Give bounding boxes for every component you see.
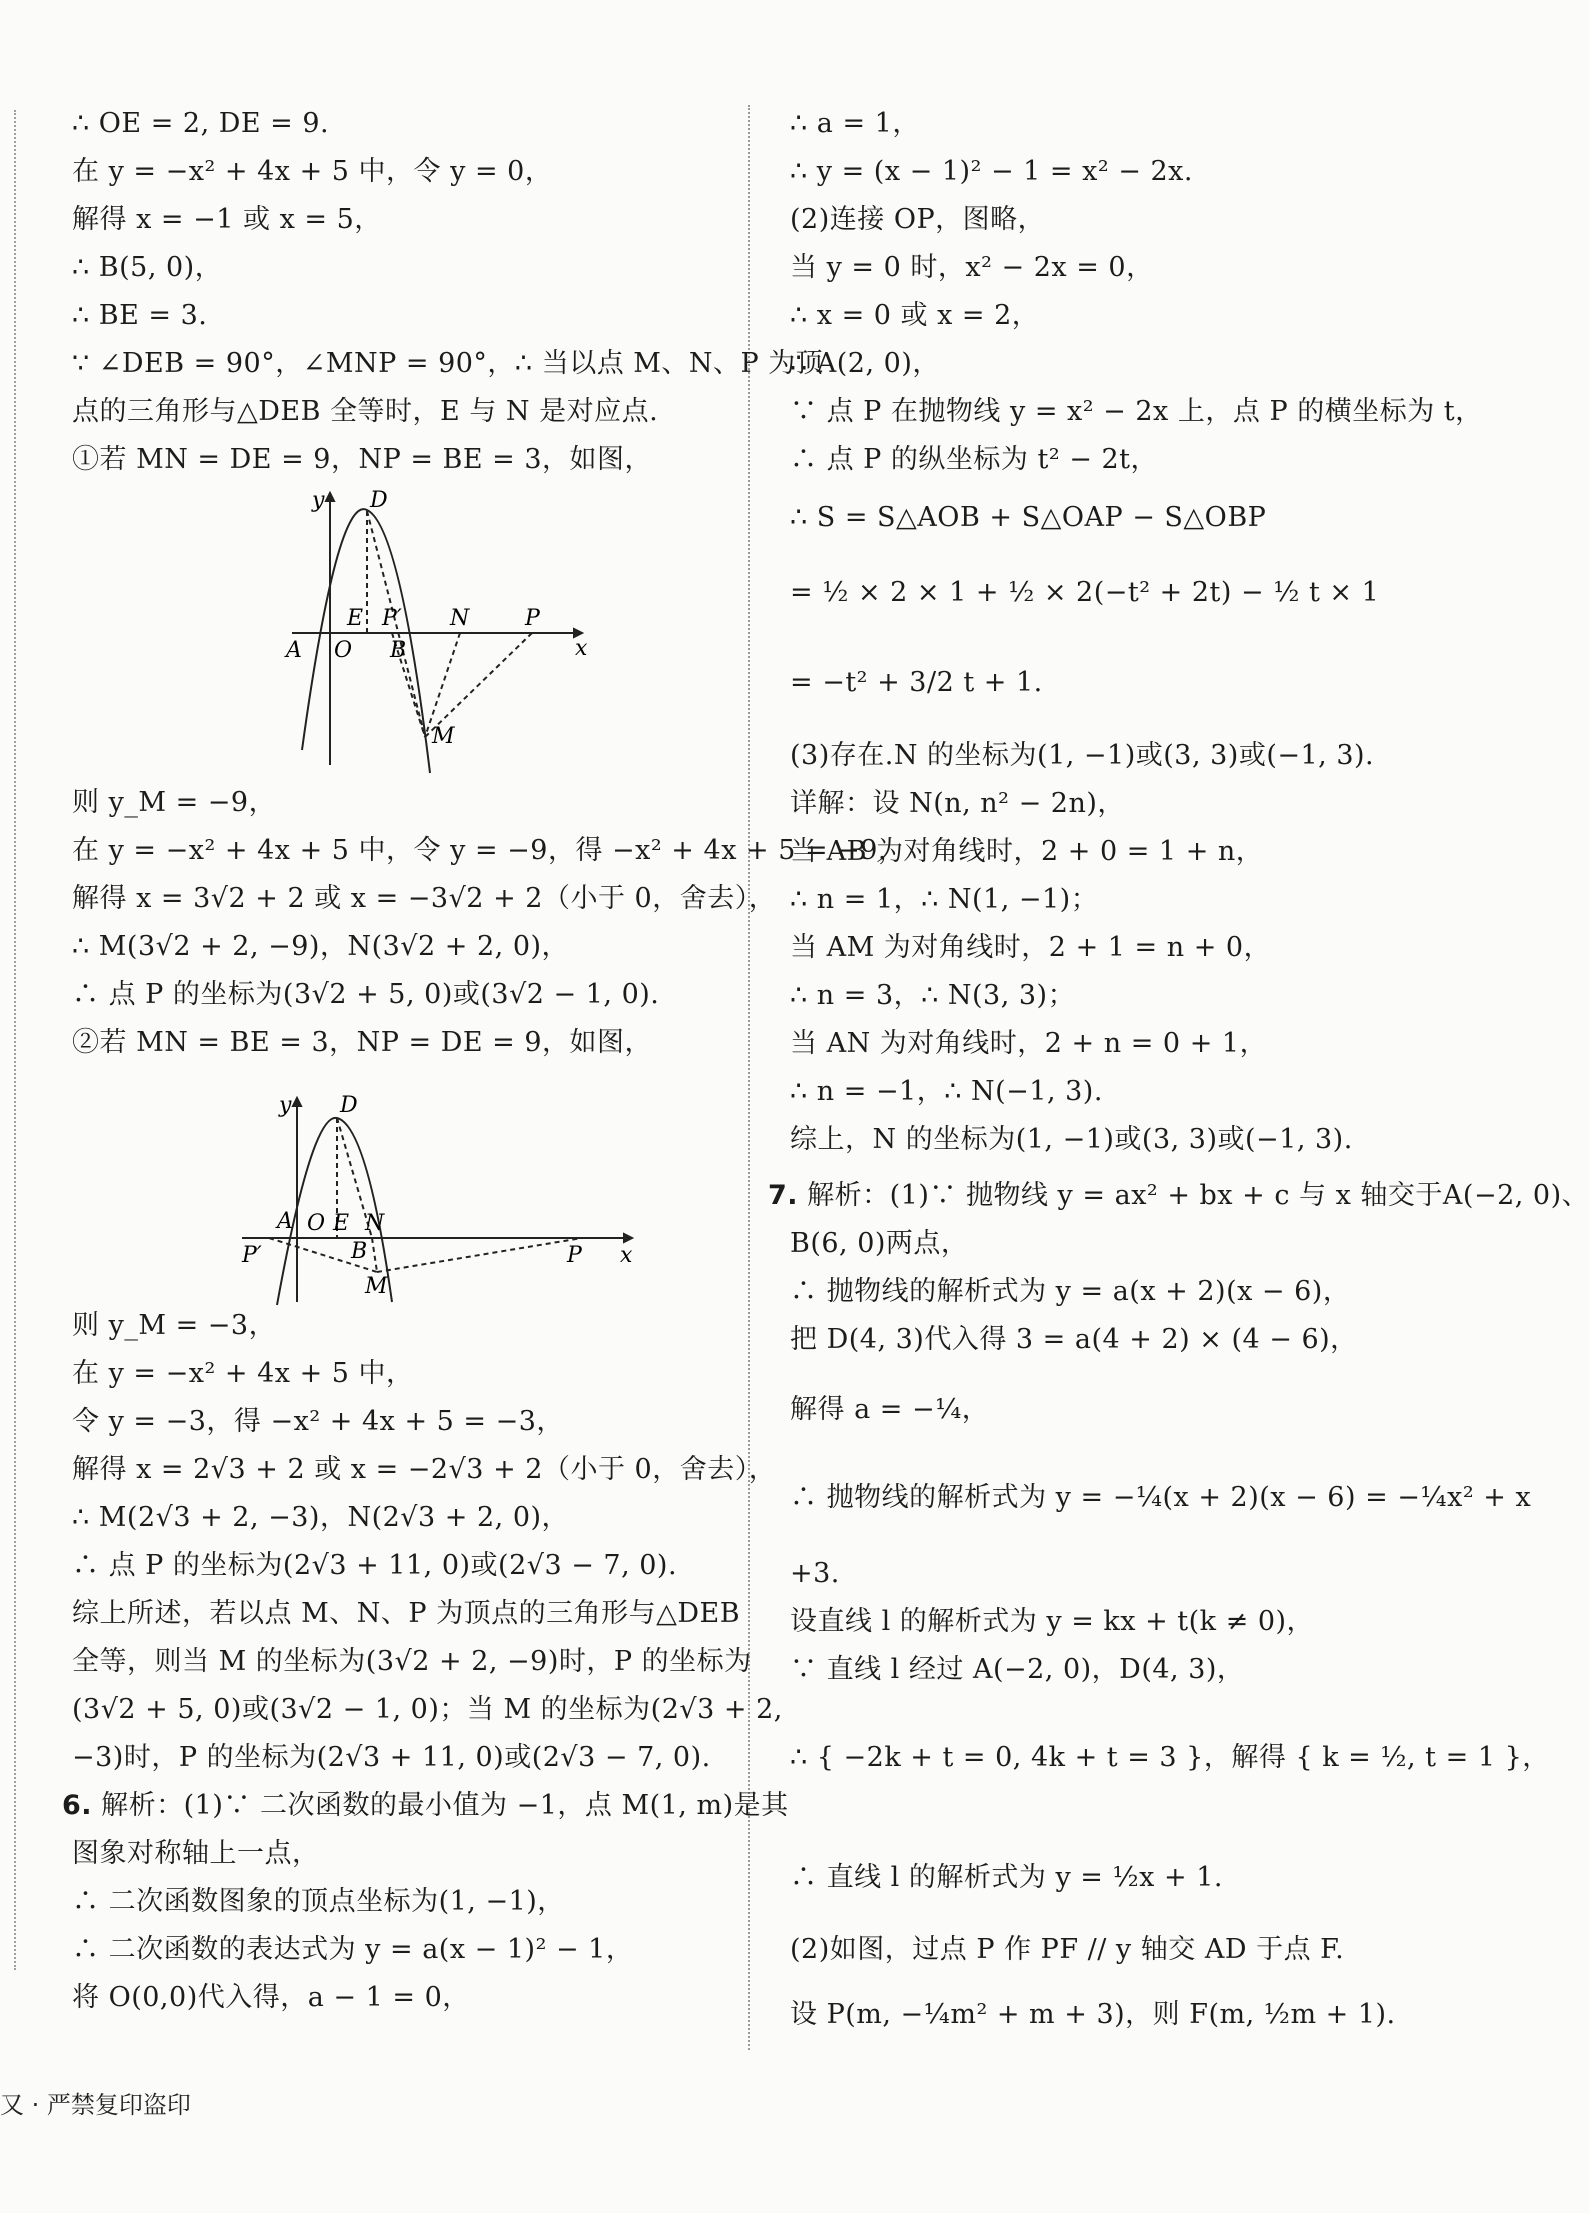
- question-6-number: 6.: [62, 1790, 93, 1821]
- label-B: B: [351, 1239, 368, 1264]
- text-line: (3√2 + 5, 0)或(3√2 − 1, 0)；当 M 的坐标为(2√3 + 2,: [72, 1694, 783, 1725]
- text-line: 解得 x = −1 或 x = 5，: [72, 204, 382, 235]
- label-O: O: [334, 638, 353, 663]
- question-7-number: 7.: [768, 1180, 799, 1211]
- figure-2: [237, 1090, 637, 1310]
- text-line: (3)存在.N 的坐标为(1, −1)或(3, 3)或(−1, 3).: [790, 740, 1375, 771]
- text-line: 解得 x = 2√3 + 2 或 x = −2√3 + 2（小于 0，舍去），: [72, 1454, 777, 1485]
- text-line: 图象对称轴上一点，: [72, 1838, 320, 1869]
- text-line: 综上所述，若以点 M、N、P 为顶点的三角形与△DEB: [72, 1598, 741, 1629]
- text-line: ∴ BE = 3.: [72, 300, 208, 331]
- text-line: ∴ 抛物线的解析式为 y = a(x + 2)(x − 6)，: [790, 1276, 1351, 1307]
- text-line: ∴ n = −1，∴ N(−1, 3).: [790, 1076, 1103, 1107]
- label-D: D: [340, 1093, 358, 1118]
- text-line: ∴ OE = 2, DE = 9.: [72, 108, 330, 139]
- column-divider: [748, 105, 750, 2050]
- text-line: 令 y = −3，得 −x² + 4x + 5 = −3，: [72, 1406, 564, 1437]
- label-N: N: [450, 606, 470, 631]
- text-line: 详解：设 N(n, n² − 2n)，: [790, 788, 1125, 819]
- dashed-PM: [425, 633, 532, 737]
- label-y: y: [312, 488, 325, 513]
- text-line: 在 y = −x² + 4x + 5 中，令 y = −9，得 −x² + 4x + 5 = −9，: [72, 835, 906, 866]
- text-line: ∵ ∠DEB = 90°，∠MNP = 90°，∴ 当以点 M、N、P 为顶: [72, 348, 824, 379]
- label-y: y: [279, 1093, 292, 1118]
- text-line: ∴ M(3√2 + 2, −9)，N(3√2 + 2, 0)，: [72, 931, 570, 962]
- text-line: 点的三角形与△DEB 全等时，E 与 N 是对应点.: [72, 396, 659, 427]
- question-6-line: [62, 1788, 789, 1824]
- label-x: x: [575, 636, 588, 661]
- label-E: E: [333, 1211, 350, 1236]
- text-line: ∵ 直线 l 经过 A(−2, 0)，D(4, 3)，: [790, 1654, 1245, 1685]
- text-line: ∵ 点 P 在抛物线 y = x² − 2x 上，点 P 的横坐标为 t，: [790, 396, 1483, 427]
- label-O: O: [307, 1211, 326, 1236]
- page-edge-dots: [14, 110, 16, 1970]
- dashed-NM: [425, 633, 460, 737]
- text-line: = ½ × 2 × 1 + ½ × 2(−t² + 2t) − ½ t × 1: [790, 577, 1380, 608]
- label-P: P: [525, 606, 540, 631]
- text-line: B(6, 0)两点，: [790, 1228, 969, 1259]
- text-line: ①若 MN = DE = 9，NP = BE = 3，如图，: [72, 444, 653, 475]
- label-P: P: [567, 1243, 582, 1268]
- text-line: ∴ 二次函数图象的顶点坐标为(1, −1)，: [72, 1886, 565, 1917]
- text-line: 把 D(4, 3)代入得 3 = a(4 + 2) × (4 − 6)，: [790, 1324, 1358, 1355]
- text-line: 在 y = −x² + 4x + 5 中，令 y = 0，: [72, 156, 553, 187]
- text-line: 当 AM 为对角线时，2 + 1 = n + 0，: [790, 932, 1272, 963]
- text-line: 当 AB 为对角线时，2 + 0 = 1 + n，: [790, 836, 1264, 867]
- text-line: ∴ n = 1，∴ N(1, −1)；: [790, 884, 1099, 915]
- figure-1: [282, 485, 602, 775]
- dashed-NM: [372, 1238, 377, 1272]
- y-axis-arrow: [293, 1098, 301, 1106]
- text-line: ∴ 二次函数的表达式为 y = a(x − 1)² − 1，: [72, 1934, 634, 1965]
- text-line: +3.: [790, 1558, 840, 1589]
- text-line: ②若 MN = BE = 3，NP = DE = 9，如图，: [72, 1027, 653, 1058]
- label-A: A: [277, 1209, 293, 1234]
- text-line: 当 y = 0 时，x² − 2x = 0，: [790, 252, 1154, 283]
- question-7-line: [768, 1178, 1589, 1214]
- text-line: 综上，N 的坐标为(1, −1)或(3, 3)或(−1, 3).: [790, 1124, 1353, 1155]
- text-line: ∴ A(2, 0)，: [790, 348, 940, 379]
- text-line: 二次函数的最小值为 −1，点 M(1, m)是其: [259, 1790, 789, 1821]
- text-line: ∴ M(2√3 + 2, −3)，N(2√3 + 2, 0)，: [72, 1502, 570, 1533]
- text-line: 设直线 l 的解析式为 y = kx + t(k ≠ 0)，: [790, 1606, 1315, 1637]
- text-line: ∴ 点 P 的坐标为(2√3 + 11, 0)或(2√3 − 7, 0).: [72, 1550, 678, 1581]
- label-N: N: [365, 1211, 385, 1236]
- label-B: B: [390, 638, 407, 663]
- text-line: ∴ B(5, 0)，: [72, 252, 223, 283]
- label-E: E: [347, 606, 364, 631]
- text-line: ∴ 点 P 的纵坐标为 t² − 2t，: [790, 444, 1158, 475]
- text-line: 解得 a = −¼，: [790, 1394, 990, 1425]
- text-line: ∴ 点 P 的坐标为(3√2 + 5, 0)或(3√2 − 1, 0).: [72, 979, 660, 1010]
- text-line: (2)如图，过点 P 作 PF // y 轴交 AD 于点 F.: [790, 1934, 1345, 1965]
- label-P-prime: P′: [382, 606, 402, 631]
- text-line: 解得 x = 3√2 + 2 或 x = −3√2 + 2（小于 0，舍去），: [72, 883, 777, 914]
- text-line: 设 P(m, −¼m² + m + 3)，则 F(m, ½m + 1).: [790, 1999, 1396, 2030]
- text-line: ∴ y = (x − 1)² − 1 = x² − 2x.: [790, 156, 1193, 187]
- label-x: x: [620, 1243, 633, 1268]
- text-line: ∴ x = 0 或 x = 2，: [790, 300, 1040, 331]
- label-D: D: [370, 488, 388, 513]
- label-M: M: [432, 724, 455, 749]
- text-line: ∴ n = 3，∴ N(3, 3)；: [790, 980, 1076, 1011]
- text-line: = −t² + 3/2 t + 1.: [790, 667, 1043, 698]
- text-line: 在 y = −x² + 4x + 5 中，: [72, 1358, 414, 1389]
- x-axis-arrow: [624, 1234, 632, 1242]
- question-6-head: 解析：(1)∵: [101, 1790, 251, 1821]
- label-M: M: [365, 1274, 388, 1299]
- text-line: ∴ S = S△AOB + S△OAP − S△OBP: [790, 502, 1267, 533]
- text-line: ∴ 直线 l 的解析式为 y = ½x + 1.: [790, 1862, 1223, 1893]
- label-A: A: [286, 638, 302, 663]
- text-line: ∴ a = 1，: [790, 108, 920, 139]
- text-line: (2)连接 OP，图略，: [790, 204, 1046, 235]
- text-line: 则 y_M = −9，: [72, 787, 277, 818]
- text-line: 将 O(0,0)代入得，a − 1 = 0，: [72, 1982, 470, 2013]
- footer-notice: 又 · 严禁复印盗印: [0, 2091, 191, 2119]
- y-axis-arrow: [326, 493, 334, 501]
- text-line: ∴ 抛物线的解析式为 y = −¼(x + 2)(x − 6) = −¼x² + x: [790, 1482, 1532, 1513]
- label-P-prime: P′: [242, 1243, 262, 1268]
- text-line: 则 y_M = −3，: [72, 1310, 277, 1341]
- text-line: 当 AN 为对角线时，2 + n = 0 + 1，: [790, 1028, 1268, 1059]
- text-line: −3)时，P 的坐标为(2√3 + 11, 0)或(2√3 − 7, 0).: [72, 1742, 711, 1773]
- text-line: 全等，则当 M 的坐标为(3√2 + 2, −9)时，P 的坐标为: [72, 1646, 752, 1677]
- text-line: 解析：(1)∵ 抛物线 y = ax² + bx + c 与 x 轴交于A(−2, 0)、: [807, 1180, 1589, 1211]
- text-line: ∴ { −2k + t = 0, 4k + t = 3 }，解得 { k = ½, t = 1 }，: [790, 1742, 1550, 1773]
- dashed-MP: [377, 1238, 582, 1272]
